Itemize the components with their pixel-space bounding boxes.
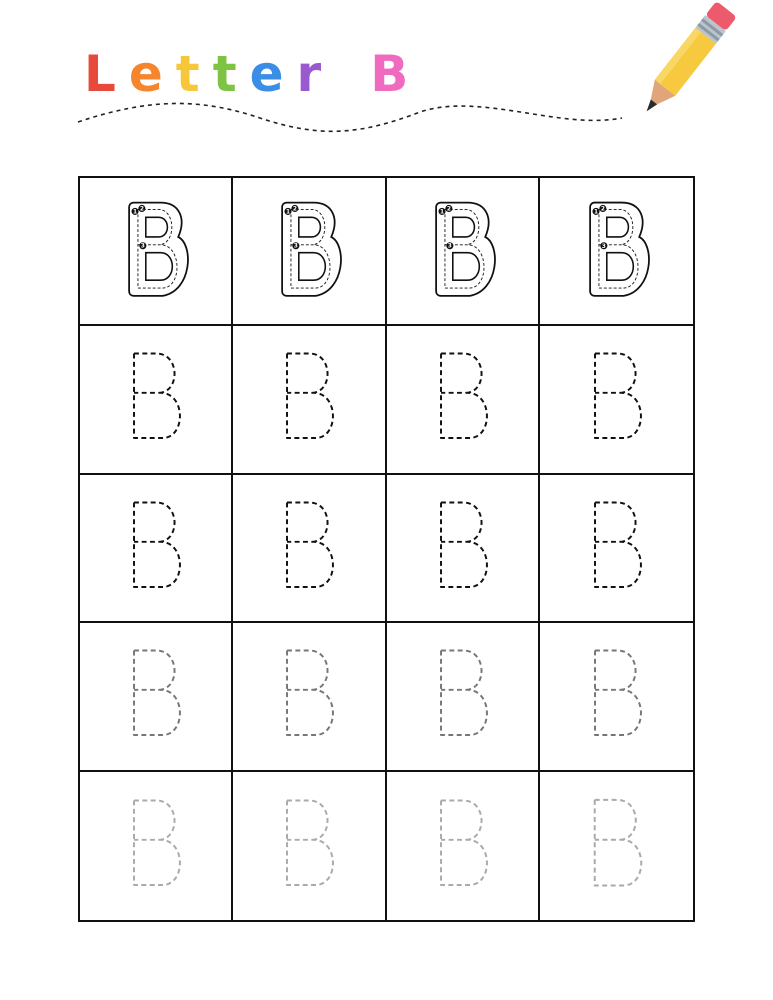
tracing-grid [78,176,695,922]
letter-b-dashed [387,772,538,920]
tracing-cell [233,475,386,623]
tracing-cell [233,178,386,326]
stroke-number-badge [131,208,138,216]
stroke-number-badge [138,205,145,213]
stroke-number-badge [293,242,300,250]
title-letter: r [296,45,323,103]
tracing-cell [233,772,386,920]
letter-b-dashed [540,475,693,621]
tracing-cell [233,623,386,771]
stroke-number-badge [592,208,599,216]
letter-b-guide [233,178,384,324]
letter-b-dashed [387,326,538,472]
stroke-number-badge [285,208,292,216]
stroke-number: 2 [293,206,298,213]
tracing-cell [80,772,233,920]
tracing-cell [80,326,233,474]
tracing-cell [387,178,540,326]
title-letter: t [212,45,238,103]
stroke-number-badge [600,242,607,250]
stroke-number: 2 [446,206,451,213]
letter-b-guide [540,178,693,324]
stroke-number: 3 [140,243,145,250]
title-letter: t [175,45,201,103]
tracing-cell [540,326,693,474]
letter-b-guide [80,178,231,324]
stroke-number: 1 [593,209,598,216]
letter-b-dashed [540,326,693,472]
letter-b-dashed [233,623,384,769]
tracing-cell [540,178,693,326]
title-letter: L [84,45,117,103]
tracing-cell [80,623,233,771]
stroke-number-badge [292,205,299,213]
letter-b-dashed [80,326,231,472]
stroke-number: 1 [439,209,444,216]
letter-b-dashed [233,772,384,920]
tracing-cell [540,475,693,623]
letter-b-dashed [387,623,538,769]
dashed-wave-line [78,103,622,131]
tracing-cell [540,623,693,771]
letter-b-guide [387,178,538,324]
title-letter: B [370,45,410,103]
title-letter: e [128,45,164,103]
tracing-cell [387,772,540,920]
stroke-number: 2 [600,206,605,213]
tracing-cell [80,178,233,326]
tracing-cell [387,475,540,623]
letter-b-dashed [80,623,231,769]
tracing-cell [387,623,540,771]
pencil-icon [636,1,737,119]
letter-b-dashed [80,475,231,621]
letter-b-dashed [233,326,384,472]
tracing-cell [387,326,540,474]
stroke-number-badge [599,205,606,213]
stroke-number: 1 [132,209,138,216]
stroke-number: 1 [286,209,291,216]
stroke-number-badge [139,242,146,250]
tracing-cell [80,475,233,623]
letter-b-dashed [233,475,384,621]
tracing-cell [233,326,386,474]
stroke-number-badge [445,205,452,213]
title-letter: e [249,45,285,103]
stroke-number: 3 [601,243,606,250]
stroke-number: 3 [294,243,299,250]
stroke-number-badge [438,208,445,216]
letter-b-dashed [387,475,538,621]
stroke-number: 3 [447,243,452,250]
letter-b-dashed [80,772,231,920]
stroke-number-badge [446,242,453,250]
stroke-number: 2 [139,206,144,213]
letter-b-dashed [540,772,693,920]
tracing-cell [540,772,693,920]
letter-b-dashed [540,623,693,769]
